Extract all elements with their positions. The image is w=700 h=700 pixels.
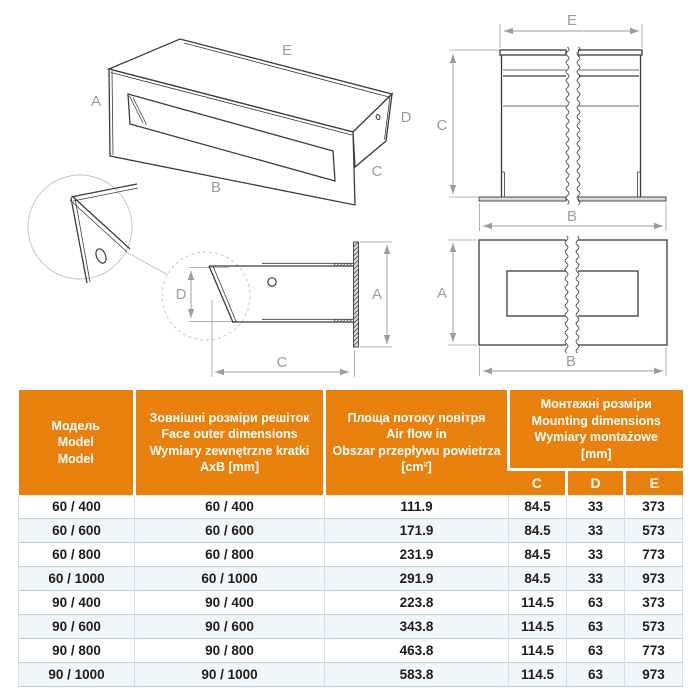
corner-hole-icon [94, 247, 108, 264]
table-row [19, 615, 683, 639]
dim-label-c: C [436, 117, 448, 134]
header-line: Wymiary montażowe [534, 430, 658, 444]
header-line: [cm²] [401, 460, 432, 474]
header-line: Model [57, 451, 94, 466]
cell-d: 63 [567, 615, 625, 639]
cell-d: 33 [567, 519, 625, 543]
cell-model: 90 / 400 [19, 591, 135, 615]
cell-e: 373 [625, 591, 683, 615]
table-row [19, 639, 683, 663]
cell-face: 90 / 800 [135, 639, 325, 663]
dim-label-b: B [565, 353, 577, 370]
cell-c: 84.5 [509, 519, 567, 543]
cell-e: 973 [625, 567, 683, 591]
cell-c: 84.5 [509, 567, 567, 591]
header-line: [mm] [580, 446, 612, 461]
cell-airflow: 291.9 [325, 567, 509, 591]
cell-model: 90 / 1000 [19, 663, 135, 687]
header-line: Face outer dimensions [161, 427, 298, 441]
cell-face: 90 / 600 [135, 615, 325, 639]
table-row [19, 495, 683, 519]
dim-label-d: D [400, 109, 412, 126]
cell-model: 60 / 600 [19, 519, 135, 543]
cell-airflow: 171.9 [325, 519, 509, 543]
header-line: Obszar przepływu powietrza [332, 443, 501, 458]
cell-e: 373 [625, 495, 683, 519]
cell-e: 773 [625, 639, 683, 663]
cell-face: 90 / 1000 [135, 663, 325, 687]
header-line: Air flow in [386, 427, 447, 441]
header-sub-d: D [567, 470, 625, 496]
cell-c: 114.5 [509, 591, 567, 615]
header-airflow [325, 390, 509, 495]
cell-airflow: 583.8 [325, 663, 509, 687]
header-line: Площа потоку повітря [347, 410, 486, 425]
cell-c: 114.5 [509, 663, 567, 687]
cell-d: 63 [567, 639, 625, 663]
cell-airflow: 111.9 [325, 495, 509, 519]
header-line: Mounting dimensions [531, 413, 661, 428]
dim-label-b: B [210, 179, 222, 196]
cell-face: 90 / 400 [135, 591, 325, 615]
dim-label-e: E [281, 42, 293, 59]
header-line: Model [57, 435, 94, 450]
cell-model: 90 / 600 [19, 615, 135, 639]
dim-label-d: D [175, 286, 187, 303]
table-row [19, 519, 683, 543]
cell-d: 33 [567, 567, 625, 591]
cell-face: 60 / 400 [135, 495, 325, 519]
header-model [19, 390, 135, 495]
table-row [19, 663, 683, 687]
front-view [437, 235, 667, 376]
top-view [437, 12, 666, 231]
header-mounting-dimensions [509, 390, 683, 470]
dim-label-e: E [566, 12, 578, 29]
header-line: Wymiary zewnętrzne kratki [149, 443, 310, 458]
dim-label-a: A [371, 286, 383, 303]
header-sub-c: C [509, 470, 567, 496]
cell-airflow: 343.8 [325, 615, 509, 639]
table-row [19, 567, 683, 591]
cell-model: 60 / 400 [19, 495, 135, 519]
spec-table-body [19, 495, 683, 687]
cell-face: 60 / 800 [135, 543, 325, 567]
table-row [19, 591, 683, 615]
header-sub-e: E [625, 470, 683, 496]
corner-detail-circle [28, 175, 168, 283]
dim-label-a: A [436, 285, 448, 302]
cell-d: 63 [567, 591, 625, 615]
table-row [19, 543, 683, 567]
cell-c: 84.5 [509, 543, 567, 567]
cell-face: 60 / 600 [135, 519, 325, 543]
side-view [162, 242, 392, 377]
cell-e: 773 [625, 543, 683, 567]
cell-e: 973 [625, 663, 683, 687]
cell-d: 63 [567, 663, 625, 687]
cell-e: 573 [625, 615, 683, 639]
cell-face: 60 / 1000 [135, 567, 325, 591]
cell-airflow: 463.8 [325, 639, 509, 663]
dim-label-c: C [371, 163, 383, 180]
cell-model: 90 / 800 [19, 639, 135, 663]
cell-e: 573 [625, 519, 683, 543]
dim-label-b: B [566, 208, 578, 225]
header-line: AxB [mm] [199, 460, 260, 474]
dim-label-a: A [90, 93, 102, 110]
spec-table [18, 390, 683, 687]
cell-airflow: 223.8 [325, 591, 509, 615]
header-line: Зовнішні розміри решіток [149, 410, 310, 425]
header-line: Монтажні розміри [540, 397, 652, 411]
dim-label-c: C [276, 354, 288, 371]
cell-model: 60 / 1000 [19, 567, 135, 591]
isometric-view [91, 39, 412, 205]
cell-airflow: 231.9 [325, 543, 509, 567]
cell-model: 60 / 800 [19, 543, 135, 567]
side-hole-icon [268, 278, 276, 286]
cell-d: 33 [567, 543, 625, 567]
header-line: Модель [51, 418, 100, 433]
cell-c: 114.5 [509, 639, 567, 663]
cell-c: 84.5 [509, 495, 567, 519]
cell-c: 114.5 [509, 615, 567, 639]
header-face-dimensions [135, 390, 325, 495]
cell-d: 33 [567, 495, 625, 519]
